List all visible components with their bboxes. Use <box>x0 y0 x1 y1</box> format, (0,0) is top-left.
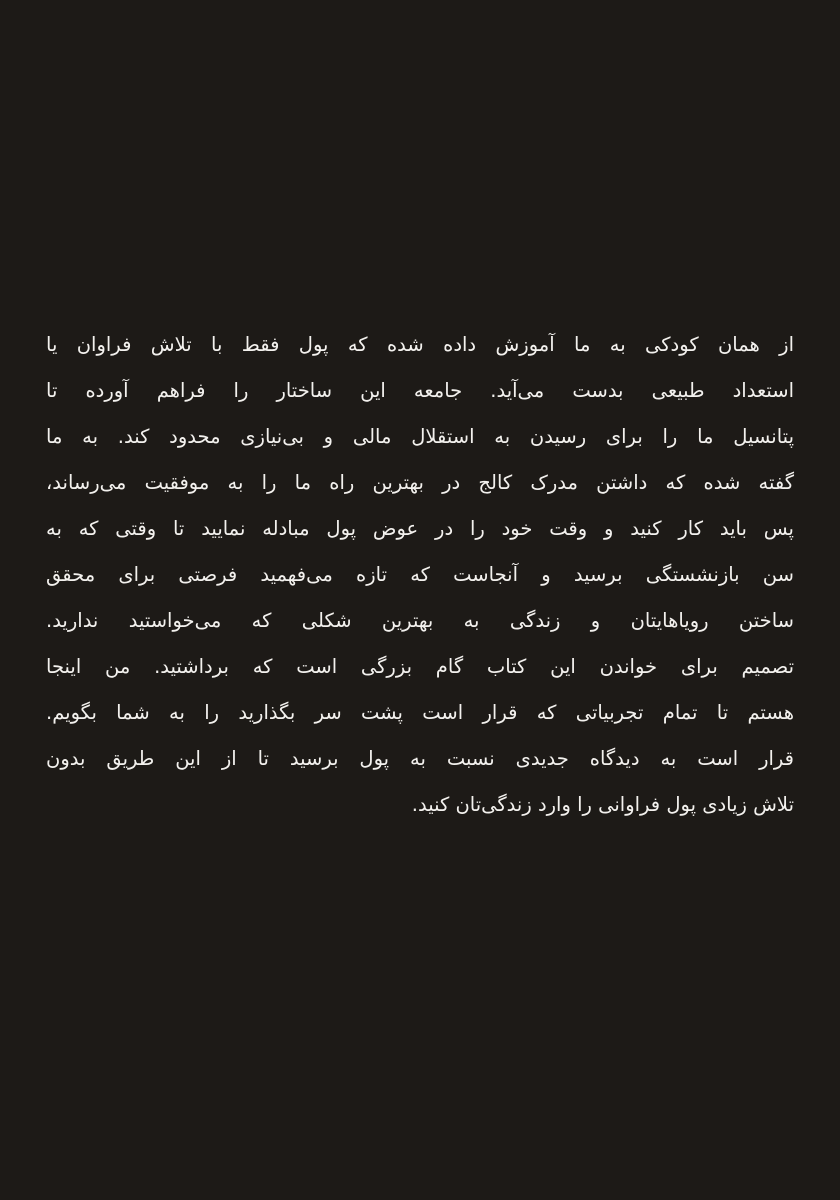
paragraph-line-1: از همان کودکی به ما آموزش داده شده که پول فقط با تلاش فراوان یا <box>46 333 794 356</box>
paragraph-line-7: ساختن رویاهایتان و زندگی به بهترین شکلی که می‌خواستید ندارید. <box>46 609 794 632</box>
body-paragraph <box>46 322 794 828</box>
paragraph-line-4: گفته شده که داشتن مدرک کالج در بهترین راه ما را به موفقیت می‌رساند، <box>46 471 794 494</box>
paragraph-line-3: پتانسیل ما را برای رسیدن به استقلال مالی و بی‌نیازی محدود کند. به ما <box>46 425 794 448</box>
paragraph-line-5: پس باید کار کنید و وقت خود را در عوض پول مبادله نمایید تا وقتی که به <box>46 517 794 540</box>
paragraph-line-6: سن بازنشستگی برسید و آنجاست که تازه می‌فهمید فرصتی برای محقق <box>46 563 794 586</box>
paragraph-line-9: هستم تا تمام تجربیاتی که قرار است پشت سر بگذارید را به شما بگویم. <box>46 701 794 724</box>
paragraph-line-2: استعداد طبیعی بدست می‌آید. جامعه این ساختار را فراهم آورده تا <box>46 379 794 402</box>
paragraph-line-11: تلاش زیادی پول فراوانی را وارد زندگی‌تان کنید. <box>411 793 794 816</box>
paragraph-line-10: قرار است به دیدگاه جدیدی نسبت به پول برسید تا از این طریق بدون <box>46 747 794 770</box>
paragraph-line-8: تصمیم برای خواندن این کتاب گام بزرگی است که برداشتید. من اینجا <box>46 655 794 678</box>
